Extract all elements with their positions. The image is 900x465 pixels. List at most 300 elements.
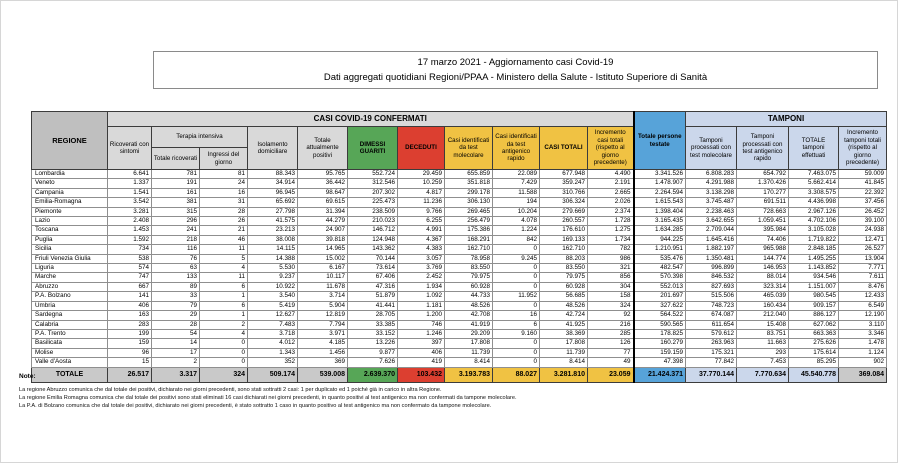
data-cell: 95.765 <box>298 170 348 179</box>
data-cell: 654.792 <box>737 170 789 179</box>
data-cell: 12.190 <box>839 311 887 320</box>
total-cell: 45.540.778 <box>789 367 839 382</box>
region-name: Friuli Venezia Giulia <box>32 254 108 263</box>
data-cell: 1.092 <box>398 292 445 301</box>
data-cell: 7.771 <box>839 264 887 273</box>
data-cell: 210.023 <box>348 217 398 226</box>
data-cell: 310.766 <box>540 188 588 197</box>
data-cell: 160.279 <box>634 339 686 348</box>
data-cell: 734 <box>108 245 152 254</box>
data-cell: 1.615.543 <box>634 198 686 207</box>
table-row <box>32 264 887 273</box>
total-cell: 21.424.371 <box>634 367 686 382</box>
table-row <box>32 358 887 367</box>
data-cell: 63 <box>152 264 200 273</box>
data-cell: 902 <box>839 358 887 367</box>
data-cell: 3.346 <box>839 329 887 338</box>
region-name: Emilia-Romagna <box>32 198 108 207</box>
data-cell: 15 <box>108 358 152 367</box>
data-cell: 0 <box>493 282 540 291</box>
table-row <box>32 179 887 188</box>
data-cell: 77 <box>588 348 634 357</box>
col-header-regione: REGIONE <box>32 112 108 170</box>
total-cell: 37.770.144 <box>686 367 737 382</box>
data-cell: 980.545 <box>789 292 839 301</box>
data-cell: 162.710 <box>540 245 588 254</box>
table-row <box>32 301 887 310</box>
data-cell: 178.825 <box>634 329 686 338</box>
data-cell: 1.398.404 <box>634 207 686 216</box>
data-cell: 83.550 <box>445 264 493 273</box>
total-cell: 88.027 <box>493 367 540 382</box>
data-cell: 67.406 <box>348 273 398 282</box>
data-cell: 175.386 <box>445 226 493 235</box>
data-cell: 31 <box>200 198 248 207</box>
data-cell: 564.522 <box>634 311 686 320</box>
data-cell: 6 <box>200 301 248 310</box>
data-cell: 728.663 <box>737 207 789 216</box>
data-cell: 3.718 <box>248 329 298 338</box>
data-cell: 4 <box>200 329 248 338</box>
data-cell: 304 <box>588 282 634 291</box>
data-cell: 2.264.594 <box>634 188 686 197</box>
data-cell: 225.473 <box>348 198 398 207</box>
data-cell: 395.984 <box>737 226 789 235</box>
data-cell: 48.526 <box>540 301 588 310</box>
data-cell: 38.008 <box>248 235 298 244</box>
data-cell: 748.723 <box>686 301 737 310</box>
data-cell: 1 <box>200 292 248 301</box>
data-cell: 76 <box>152 254 200 263</box>
note-line: La regione Abruzzo comunica che dal totale dei positivi, dichiarato nei giorni precedenti, sono stati sottratti 2 casi: 1 per duplicato ed 1 poiché già in carico in altra Regione. <box>19 387 442 393</box>
title-line-1: 17 marzo 2021 - Aggiornamento casi Covid-19 <box>417 56 614 68</box>
data-cell: 42.724 <box>540 311 588 320</box>
col-header-casi-antigenico: Casi identificati da test antigenico rapido <box>493 127 540 170</box>
data-cell: 846.532 <box>686 273 737 282</box>
col-header-deceduti: DECEDUTI <box>398 127 445 170</box>
data-cell: 39.818 <box>298 235 348 244</box>
data-cell: 0 <box>493 245 540 254</box>
data-cell: 143.362 <box>348 245 398 254</box>
data-cell: 16 <box>200 188 248 197</box>
data-cell: 306.130 <box>445 198 493 207</box>
data-cell: 6.808.283 <box>686 170 737 179</box>
region-name: Puglia <box>32 235 108 244</box>
data-cell: 199 <box>108 329 152 338</box>
total-cell: 3.281.810 <box>540 367 588 382</box>
data-cell: 781 <box>152 170 200 179</box>
data-cell: 996.899 <box>686 264 737 273</box>
region-name: Liguria <box>32 264 108 273</box>
data-cell: 674.087 <box>686 311 737 320</box>
data-cell: 465.039 <box>737 292 789 301</box>
data-cell: 677.948 <box>540 170 588 179</box>
data-cell: 26.527 <box>839 245 887 254</box>
region-name: Sardegna <box>32 311 108 320</box>
data-cell: 279.669 <box>540 207 588 216</box>
data-cell: 159 <box>108 339 152 348</box>
data-cell: 175.321 <box>686 348 737 357</box>
data-cell: 12.627 <box>248 311 298 320</box>
data-cell: 10.204 <box>493 207 540 216</box>
notes-section <box>19 373 879 410</box>
col-header-tamponi-totale: TOTALE tamponi effettuati <box>789 127 839 170</box>
data-cell: 11.952 <box>493 292 540 301</box>
data-cell: 41.925 <box>540 320 588 329</box>
data-cell: 46 <box>200 235 248 244</box>
region-name: Umbria <box>32 301 108 310</box>
data-cell: 4.078 <box>493 217 540 226</box>
col-header-totale-ricoverati: Totale ricoverati <box>152 148 200 170</box>
data-cell: 3.540 <box>248 292 298 301</box>
data-cell: 47.398 <box>634 358 686 367</box>
data-cell: 1.151.007 <box>789 282 839 291</box>
total-cell: 539.008 <box>298 367 348 382</box>
data-cell: 33.152 <box>348 329 398 338</box>
data-cell: 1.143.852 <box>789 264 839 273</box>
total-cell: 103.432 <box>398 367 445 382</box>
table-row <box>32 170 887 179</box>
data-cell: 406 <box>398 348 445 357</box>
total-label: TOTALE <box>32 367 108 382</box>
table-row <box>32 273 887 282</box>
table-row <box>32 292 887 301</box>
data-cell: 37.456 <box>839 198 887 207</box>
data-cell: 842 <box>493 235 540 244</box>
data-cell: 11.739 <box>540 348 588 357</box>
col-header-dimessi-guariti: DIMESSI GUARITI <box>348 127 398 170</box>
data-cell: 7.463.075 <box>789 170 839 179</box>
data-cell: 1.478 <box>839 339 887 348</box>
data-cell: 212.040 <box>737 311 789 320</box>
data-cell: 14.965 <box>298 245 348 254</box>
data-cell: 2.967.126 <box>789 207 839 216</box>
data-cell: 159.159 <box>634 348 686 357</box>
data-cell: 24 <box>200 179 248 188</box>
data-cell: 144.774 <box>737 254 789 263</box>
table-header <box>32 112 887 170</box>
data-cell: 0 <box>493 339 540 348</box>
banner-casi-confermati: CASI COVID-19 CONFERMATI <box>108 112 634 127</box>
data-cell: 161 <box>152 188 200 197</box>
data-cell: 29.459 <box>398 170 445 179</box>
data-cell: 11.663 <box>737 339 789 348</box>
data-cell: 28 <box>152 320 200 329</box>
data-cell: 5.530 <box>248 264 298 273</box>
region-name: Abruzzo <box>32 282 108 291</box>
data-cell: 7.453 <box>737 358 789 367</box>
data-cell: 47.316 <box>348 282 398 291</box>
data-cell: 293 <box>737 348 789 357</box>
data-cell: 324 <box>588 301 634 310</box>
data-cell: 31.394 <box>298 207 348 216</box>
data-cell: 570.398 <box>634 273 686 282</box>
data-cell: 13.226 <box>348 339 398 348</box>
data-cell: 88.343 <box>248 170 298 179</box>
data-cell: 9.766 <box>398 207 445 216</box>
group-header-terapia-intensiva: Terapia intensiva <box>152 127 248 148</box>
data-cell: 8.414 <box>445 358 493 367</box>
data-cell: 96.945 <box>248 188 298 197</box>
data-cell: 3.057 <box>398 254 445 263</box>
data-cell: 1.337 <box>108 179 152 188</box>
data-cell: 299.178 <box>445 188 493 197</box>
data-cell: 552.013 <box>634 282 686 291</box>
data-cell: 1.634.285 <box>634 226 686 235</box>
data-cell: 216 <box>588 320 634 329</box>
data-cell: 41.919 <box>445 320 493 329</box>
title-line-2: Dati aggregati quotidiani Regioni/PPAA - Ministero della Salute - Istituto Superiore di Sanità <box>323 72 708 84</box>
data-cell: 1.719.822 <box>789 235 839 244</box>
region-name: Lombardia <box>32 170 108 179</box>
data-cell: 6 <box>493 320 540 329</box>
region-name: P.A. Trento <box>32 329 108 338</box>
data-cell: 39.100 <box>839 217 887 226</box>
data-cell: 321 <box>588 264 634 273</box>
data-cell: 26 <box>200 217 248 226</box>
data-cell: 78.958 <box>445 254 493 263</box>
col-header-ricoverati: Ricoverati con sintomi <box>108 127 152 170</box>
data-cell: 11 <box>200 273 248 282</box>
note-line: La regione Emilia Romagna comunica che dal totale dei positivi sono stati eliminati 16 casi dichiarati nei giorni precedenti, in quanto positivi al test antigenico ma non confermati da tampone molecolare. <box>19 395 517 402</box>
data-cell: 406 <box>108 301 152 310</box>
data-cell: 5 <box>200 254 248 263</box>
data-cell: 201.697 <box>634 292 686 301</box>
data-cell: 124.948 <box>348 235 398 244</box>
data-cell: 24.938 <box>839 226 887 235</box>
table-row <box>32 329 887 338</box>
data-cell: 3.138.298 <box>686 188 737 197</box>
table-row <box>32 207 887 216</box>
data-cell: 1.728 <box>588 217 634 226</box>
data-cell: 934.546 <box>789 273 839 282</box>
data-cell: 482.547 <box>634 264 686 273</box>
notes-title: Note: <box>19 373 36 380</box>
data-cell: 1.210.951 <box>634 245 686 254</box>
data-cell: 26.452 <box>839 207 887 216</box>
notes-lines <box>19 386 879 410</box>
table-row <box>32 198 887 207</box>
data-cell: 160.434 <box>737 301 789 310</box>
region-name: Marche <box>32 273 108 282</box>
data-cell: 28.705 <box>348 311 398 320</box>
data-cell: 0 <box>200 348 248 357</box>
data-cell: 3.745.487 <box>686 198 737 207</box>
data-cell: 275.626 <box>789 339 839 348</box>
total-cell: 3.317 <box>152 367 200 382</box>
data-cell: 12.471 <box>839 235 887 244</box>
data-cell: 79.975 <box>540 273 588 282</box>
table-row <box>32 320 887 329</box>
data-cell: 2.848.185 <box>789 245 839 254</box>
data-cell: 65.692 <box>248 198 298 207</box>
data-cell: 191 <box>152 179 200 188</box>
data-cell: 83.550 <box>540 264 588 273</box>
data-cell: 162.710 <box>445 245 493 254</box>
region-name: Toscana <box>32 226 108 235</box>
data-cell: 24.907 <box>298 226 348 235</box>
data-cell: 1.275 <box>588 226 634 235</box>
data-cell: 10.117 <box>298 273 348 282</box>
data-cell: 33.385 <box>348 320 398 329</box>
total-cell: 509.174 <box>248 367 298 382</box>
data-cell: 627.062 <box>789 320 839 329</box>
data-cell: 13.904 <box>839 254 887 263</box>
data-cell: 1.453 <box>108 226 152 235</box>
data-cell: 944.225 <box>634 235 686 244</box>
data-cell: 194 <box>493 198 540 207</box>
data-cell: 1.645.416 <box>686 235 737 244</box>
data-cell: 667 <box>108 282 152 291</box>
data-cell: 4.817 <box>398 188 445 197</box>
data-cell: 4.291.988 <box>686 179 737 188</box>
data-cell: 41.575 <box>248 217 298 226</box>
data-cell: 41.845 <box>839 179 887 188</box>
data-cell: 1.059.451 <box>737 217 789 226</box>
data-cell: 0 <box>200 358 248 367</box>
data-cell: 88.203 <box>540 254 588 263</box>
data-cell: 49 <box>588 358 634 367</box>
col-header-ingressi-giorno: Ingressi del giorno <box>200 148 248 170</box>
data-cell: 0 <box>493 264 540 273</box>
data-cell: 2.374 <box>588 207 634 216</box>
data-cell: 59.009 <box>839 170 887 179</box>
data-cell: 11.588 <box>493 188 540 197</box>
data-cell: 256.479 <box>445 217 493 226</box>
data-cell: 3.642.655 <box>686 217 737 226</box>
title-box <box>153 51 878 89</box>
data-cell: 1.456 <box>298 348 348 357</box>
data-cell: 856 <box>588 273 634 282</box>
data-cell: 6 <box>200 282 248 291</box>
data-cell: 986 <box>588 254 634 263</box>
data-cell: 9.877 <box>348 348 398 357</box>
data-cell: 170.277 <box>737 188 789 197</box>
total-cell: 324 <box>200 367 248 382</box>
total-cell: 369.084 <box>839 367 887 382</box>
data-cell: 9.245 <box>493 254 540 263</box>
region-name: Sicilia <box>32 245 108 254</box>
total-cell: 26.517 <box>108 367 152 382</box>
col-header-casi-molecolare: Casi identificati da test molecolare <box>445 127 493 170</box>
data-cell: 269.465 <box>445 207 493 216</box>
data-cell: 22.392 <box>839 188 887 197</box>
data-cell: 352 <box>248 358 298 367</box>
data-cell: 1.181 <box>398 301 445 310</box>
data-cell: 1.478.907 <box>634 179 686 188</box>
data-cell: 51.879 <box>348 292 398 301</box>
data-cell: 746 <box>398 320 445 329</box>
data-cell: 12.819 <box>298 311 348 320</box>
data-cell: 11 <box>200 245 248 254</box>
data-cell: 2 <box>200 320 248 329</box>
data-cell: 369 <box>298 358 348 367</box>
data-cell: 397 <box>398 339 445 348</box>
data-cell: 14 <box>152 339 200 348</box>
data-cell: 4.436.998 <box>789 198 839 207</box>
table-body <box>32 170 887 368</box>
data-cell: 44.733 <box>445 292 493 301</box>
data-cell: 4.490 <box>588 170 634 179</box>
data-cell: 60.928 <box>445 282 493 291</box>
data-cell: 2.452 <box>398 273 445 282</box>
data-cell: 2.709.044 <box>686 226 737 235</box>
table-row <box>32 339 887 348</box>
data-cell: 3.281 <box>108 207 152 216</box>
data-cell: 85.295 <box>789 358 839 367</box>
banner-tamponi: TAMPONI <box>686 112 887 127</box>
data-cell: 827.693 <box>686 282 737 291</box>
data-cell: 2.665 <box>588 188 634 197</box>
data-cell: 1.882.197 <box>686 245 737 254</box>
data-cell: 4.367 <box>398 235 445 244</box>
data-cell: 515.506 <box>686 292 737 301</box>
data-cell: 655.859 <box>445 170 493 179</box>
data-cell: 3.769 <box>398 264 445 273</box>
data-cell: 29 <box>152 311 200 320</box>
data-cell: 535.476 <box>634 254 686 263</box>
total-cell: 23.059 <box>588 367 634 382</box>
data-cell: 590.565 <box>634 320 686 329</box>
total-cell: 3.193.783 <box>445 367 493 382</box>
data-cell: 351.818 <box>445 179 493 188</box>
data-cell: 359.247 <box>540 179 588 188</box>
data-cell: 538 <box>108 254 152 263</box>
data-cell: 909.157 <box>789 301 839 310</box>
data-cell: 28 <box>200 207 248 216</box>
data-cell: 88.014 <box>737 273 789 282</box>
col-header-tamponi-antigenico: Tamponi processati con test antigenico rapido <box>737 127 789 170</box>
data-cell: 8.414 <box>540 358 588 367</box>
data-cell: 241 <box>152 226 200 235</box>
data-cell: 3.165.435 <box>634 217 686 226</box>
data-cell: 14.115 <box>248 245 298 254</box>
data-cell: 3.714 <box>298 292 348 301</box>
data-cell: 207.302 <box>348 188 398 197</box>
data-cell: 1.370.426 <box>737 179 789 188</box>
data-cell: 263.963 <box>686 339 737 348</box>
data-cell: 96 <box>108 348 152 357</box>
data-cell: 70.144 <box>348 254 398 263</box>
data-cell: 3.105.028 <box>789 226 839 235</box>
data-cell: 9.160 <box>493 329 540 338</box>
data-cell: 9.237 <box>248 273 298 282</box>
data-cell: 2 <box>152 358 200 367</box>
data-cell: 22.089 <box>493 170 540 179</box>
data-cell: 7.626 <box>348 358 398 367</box>
note-line: La P.A. di Bolzano comunica che dal totale dei positivi, dichiarato nei giorni precedenti, è stato sottratto 1 caso in quanto positivo al test antigenico ma non confermato da tampone molecolare. <box>19 403 492 410</box>
data-cell: 2.191 <box>588 179 634 188</box>
data-cell: 15.002 <box>298 254 348 263</box>
data-cell: 11.236 <box>398 198 445 207</box>
data-cell: 691.511 <box>737 198 789 207</box>
data-cell: 886.127 <box>789 311 839 320</box>
data-cell: 327.622 <box>634 301 686 310</box>
data-cell: 176.610 <box>540 226 588 235</box>
data-cell: 92 <box>588 311 634 320</box>
data-cell: 2.408 <box>108 217 152 226</box>
data-cell: 158 <box>588 292 634 301</box>
data-cell: 285 <box>588 329 634 338</box>
data-cell: 54 <box>152 329 200 338</box>
region-name: Lazio <box>32 217 108 226</box>
data-cell: 81 <box>200 170 248 179</box>
data-cell: 14.388 <box>248 254 298 263</box>
region-name: P.A. Bolzano <box>32 292 108 301</box>
data-cell: 6.167 <box>298 264 348 273</box>
data-cell: 74.406 <box>737 235 789 244</box>
data-cell: 4 <box>200 264 248 273</box>
